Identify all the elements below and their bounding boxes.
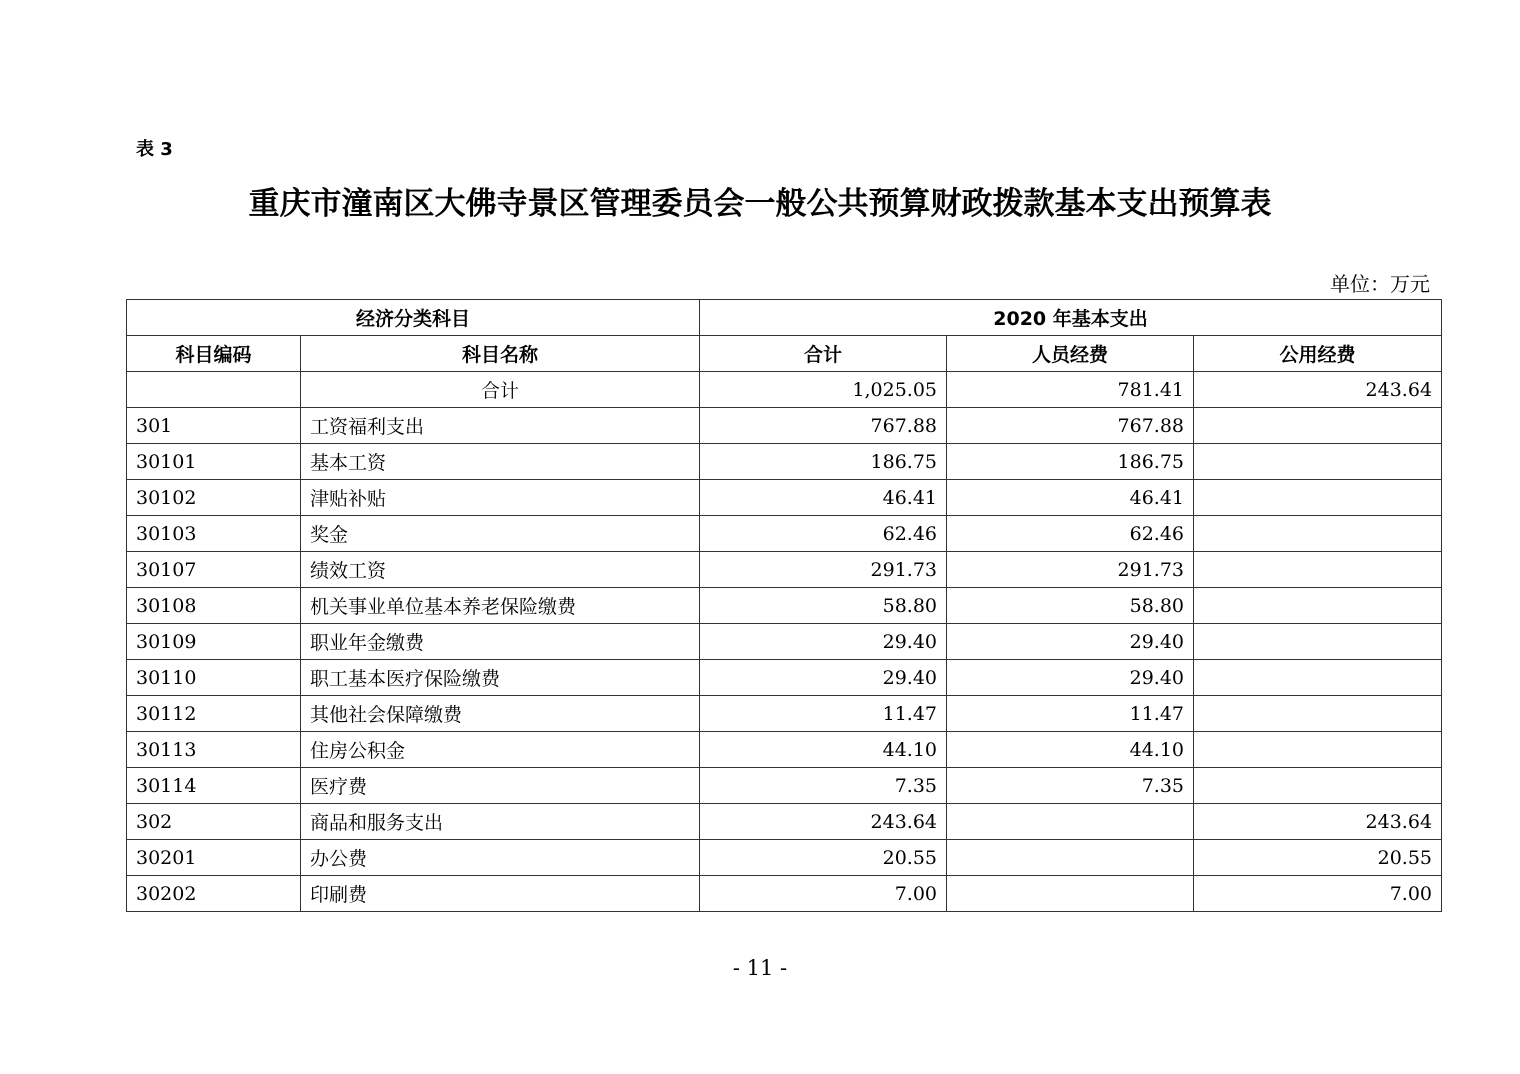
- budget-table: [126, 299, 1442, 912]
- row-public: [1194, 624, 1442, 660]
- row-total: 243.64: [700, 804, 947, 840]
- total-row-staff: 781.41: [947, 372, 1194, 408]
- total-row: [127, 372, 1442, 408]
- row-public: [1194, 444, 1442, 480]
- row-name: 医疗费: [301, 768, 700, 804]
- total-row-name: 合计: [301, 372, 700, 408]
- row-name: 津贴补贴: [301, 480, 700, 516]
- row-code: 30103: [127, 516, 301, 552]
- row-staff: [947, 840, 1194, 876]
- row-name: 办公费: [301, 840, 700, 876]
- table-row: [127, 840, 1442, 876]
- table-row: [127, 552, 1442, 588]
- row-name: 职工基本医疗保险缴费: [301, 660, 700, 696]
- row-public: [1194, 696, 1442, 732]
- row-public: 7.00: [1194, 876, 1442, 912]
- row-code: 30202: [127, 876, 301, 912]
- row-staff: 46.41: [947, 480, 1194, 516]
- header-code: 科目编码: [127, 336, 301, 372]
- row-total: 11.47: [700, 696, 947, 732]
- row-total: 44.10: [700, 732, 947, 768]
- header-staff: 人员经费: [947, 336, 1194, 372]
- row-code: 30107: [127, 552, 301, 588]
- total-row-public: 243.64: [1194, 372, 1442, 408]
- row-code: 301: [127, 408, 301, 444]
- row-total: 767.88: [700, 408, 947, 444]
- total-row-total: 1,025.05: [700, 372, 947, 408]
- table-row: [127, 660, 1442, 696]
- row-total: 7.35: [700, 768, 947, 804]
- row-name: 商品和服务支出: [301, 804, 700, 840]
- table-row: [127, 696, 1442, 732]
- row-code: 30114: [127, 768, 301, 804]
- header-economic-category: 经济分类科目: [127, 300, 700, 336]
- row-total: 7.00: [700, 876, 947, 912]
- row-name: 绩效工资: [301, 552, 700, 588]
- row-public: [1194, 768, 1442, 804]
- row-code: 302: [127, 804, 301, 840]
- row-staff: 767.88: [947, 408, 1194, 444]
- table-row: [127, 732, 1442, 768]
- row-code: 30101: [127, 444, 301, 480]
- row-public: [1194, 408, 1442, 444]
- row-public: [1194, 732, 1442, 768]
- row-code: 30108: [127, 588, 301, 624]
- header-basic-expenditure: 2020 年基本支出: [700, 300, 1442, 336]
- table-body: [127, 372, 1442, 912]
- row-staff: 186.75: [947, 444, 1194, 480]
- row-total: 20.55: [700, 840, 947, 876]
- row-code: 30112: [127, 696, 301, 732]
- header-total: 合计: [700, 336, 947, 372]
- row-name: 住房公积金: [301, 732, 700, 768]
- row-name: 工资福利支出: [301, 408, 700, 444]
- row-code: 30113: [127, 732, 301, 768]
- row-code: 30109: [127, 624, 301, 660]
- row-staff: 11.47: [947, 696, 1194, 732]
- table-row: [127, 588, 1442, 624]
- row-staff: 29.40: [947, 624, 1194, 660]
- row-total: 29.40: [700, 624, 947, 660]
- table-row: [127, 480, 1442, 516]
- row-public: [1194, 516, 1442, 552]
- header-column-row: [127, 336, 1442, 372]
- total-row-code: [127, 372, 301, 408]
- row-total: 46.41: [700, 480, 947, 516]
- header-group-row: [127, 300, 1442, 336]
- document-title: 重庆市潼南区大佛寺景区管理委员会一般公共预算财政拨款基本支出预算表: [248, 186, 1272, 222]
- table-row: [127, 624, 1442, 660]
- row-name: 奖金: [301, 516, 700, 552]
- row-staff: 29.40: [947, 660, 1194, 696]
- row-staff: 291.73: [947, 552, 1194, 588]
- row-total: 186.75: [700, 444, 947, 480]
- unit-label: 单位：万元: [1330, 272, 1430, 296]
- row-public: [1194, 660, 1442, 696]
- table-row: [127, 768, 1442, 804]
- row-name: 其他社会保障缴费: [301, 696, 700, 732]
- row-staff: 7.35: [947, 768, 1194, 804]
- table-label: 表 3: [136, 139, 173, 160]
- table-row: [127, 876, 1442, 912]
- row-staff: [947, 876, 1194, 912]
- row-public: 20.55: [1194, 840, 1442, 876]
- row-total: 58.80: [700, 588, 947, 624]
- row-staff: [947, 804, 1194, 840]
- row-name: 职业年金缴费: [301, 624, 700, 660]
- row-staff: 62.46: [947, 516, 1194, 552]
- row-total: 291.73: [700, 552, 947, 588]
- header-name: 科目名称: [301, 336, 700, 372]
- row-code: 30110: [127, 660, 301, 696]
- page-number: - 11 -: [732, 956, 788, 980]
- row-staff: 44.10: [947, 732, 1194, 768]
- header-public: 公用经费: [1194, 336, 1442, 372]
- row-public: [1194, 552, 1442, 588]
- row-total: 62.46: [700, 516, 947, 552]
- row-name: 基本工资: [301, 444, 700, 480]
- table-row: [127, 444, 1442, 480]
- row-public: [1194, 588, 1442, 624]
- row-name: 印刷费: [301, 876, 700, 912]
- row-public: [1194, 480, 1442, 516]
- row-code: 30102: [127, 480, 301, 516]
- row-public: 243.64: [1194, 804, 1442, 840]
- table-row: [127, 408, 1442, 444]
- table-row: [127, 516, 1442, 552]
- row-name: 机关事业单位基本养老保险缴费: [301, 588, 700, 624]
- row-total: 29.40: [700, 660, 947, 696]
- row-staff: 58.80: [947, 588, 1194, 624]
- table-row: [127, 804, 1442, 840]
- row-code: 30201: [127, 840, 301, 876]
